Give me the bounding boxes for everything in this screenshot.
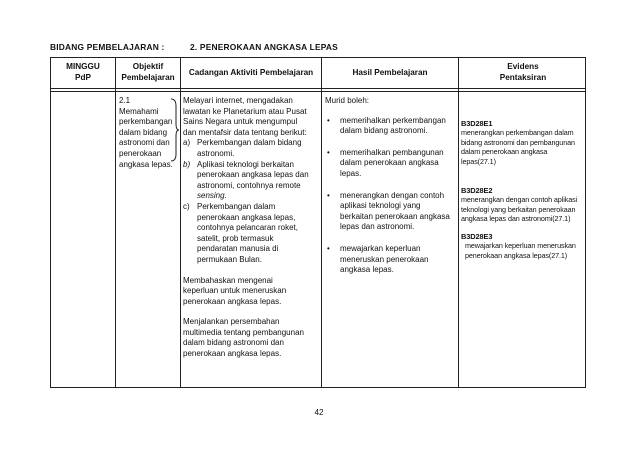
curriculum-table — [50, 57, 586, 388]
column-divider — [321, 58, 322, 387]
objective-line: astronomi dan — [119, 138, 170, 148]
learning-area-topic: 2. PENEROKAAN ANGKASA LEPAS — [190, 42, 338, 52]
activity-discuss-line: penerokaan angkasa lepas. — [183, 296, 282, 306]
activity-line: pendaratan manusia di — [197, 244, 279, 254]
objective-line: penerokaan — [119, 148, 162, 158]
header-week — [51, 61, 115, 83]
outcome-item — [325, 148, 457, 180]
header-outcomes: Hasil Pembelajaran — [352, 68, 428, 77]
evidence-line: penerokaan angkasa lepas(27.1) — [465, 250, 568, 260]
outcome-line: meneruskan penerokaan — [340, 254, 429, 264]
header-objective-line1: Objektif — [132, 62, 164, 71]
outcomes-cell — [325, 96, 457, 287]
activity-present-line: multimedia tentang pembangunan — [183, 327, 304, 337]
activity-line: penerokaan angkasa lepas dan — [197, 170, 309, 180]
header-evidence-line1: Evidens — [507, 62, 539, 71]
evidence-code: B3D28E3 — [461, 232, 493, 241]
activity-line: astronomi. — [197, 148, 235, 158]
evidence-line: angkasa lepas dan astronomi(27.1) — [461, 214, 571, 224]
bullet-icon: • — [327, 147, 330, 157]
header-objective — [116, 61, 180, 83]
header-pdp-label: PdP — [75, 73, 91, 82]
activity-line: Perkembangan dalam — [197, 201, 276, 211]
activities-cell — [183, 96, 321, 360]
evidence-code: B3D28E2 — [461, 186, 493, 195]
activity-list — [183, 138, 321, 265]
activity-line: Aplikasi teknologi berkaitan — [197, 159, 294, 169]
objective-line: 2.1 — [119, 96, 131, 105]
activity-line: satelit, prob termasuk — [197, 233, 274, 243]
outcomes-list — [325, 116, 457, 276]
evidence-line: bidang astronomi dan pembangunan — [461, 137, 575, 147]
outcomes-intro: Murid boleh: — [325, 96, 370, 105]
activity-present-line: penerokaan angkasa lepas. — [183, 349, 282, 359]
header-week-label: MINGGU — [66, 62, 100, 71]
column-divider — [115, 58, 116, 387]
activity-line: Perkembangan dalam bidang — [197, 138, 302, 148]
outcome-item — [325, 244, 457, 276]
outcome-line: dalam bidang astronomi. — [340, 126, 428, 136]
header-objective-line2: Pembelajaran — [121, 73, 175, 82]
evidence-cell-1 — [461, 119, 586, 166]
activity-line: astronomi, contohnya remote — [197, 180, 301, 190]
outcome-line: berkaitan penerokaan angkasa — [340, 211, 450, 221]
activity-letter: b) — [183, 159, 191, 169]
outcome-line: memerihalkan pembangunan — [340, 147, 444, 157]
activity-present-line: Menjalankan persembahan — [183, 317, 280, 327]
activity-item-a — [183, 138, 321, 159]
activity-discuss-line: keperluan untuk meneruskan — [183, 286, 287, 296]
activity-intro-line: dan mentafsir data tentang berikut: — [183, 127, 307, 137]
column-divider — [458, 58, 459, 387]
header-activities: Cadangan Aktiviti Pembelajaran — [188, 68, 314, 77]
evidence-code: B3D28E1 — [461, 119, 493, 128]
activity-line: contohnya pelancaran roket, — [197, 223, 298, 233]
objective-line: Memahami — [119, 106, 159, 116]
outcome-line: mewajarkan keperluan — [340, 243, 421, 253]
outcome-line: lepas. — [340, 168, 362, 178]
outcome-line: aplikasi teknologi yang — [340, 201, 421, 211]
activity-item-c — [183, 201, 321, 266]
activity-letter: c) — [183, 201, 190, 211]
bullet-icon: • — [327, 190, 330, 200]
objective-line: perkembangan — [119, 117, 173, 127]
evidence-line: mewajarkan keperluan meneruskan — [465, 241, 576, 251]
curly-brace-icon — [170, 98, 180, 162]
outcome-line: lepas dan astronomi. — [340, 222, 415, 232]
activity-letter: a) — [183, 138, 191, 148]
bullet-icon: • — [327, 115, 330, 125]
spacer — [183, 307, 321, 317]
header-divider — [51, 88, 585, 89]
outcome-item — [325, 116, 457, 137]
evidence-line: lepas(27.1) — [461, 156, 496, 166]
evidence-cell-2 — [461, 186, 586, 224]
activity-intro-line: Sains Negara untuk mengumpul — [183, 117, 298, 127]
header-evidence — [459, 61, 587, 83]
activity-present-line: dalam bidang astronomi dan — [183, 338, 284, 348]
outcome-line: menerangkan dengan contoh — [340, 190, 445, 200]
outcome-line: memerihalkan perkembangan — [340, 115, 446, 125]
evidence-line: menerangkan dengan contoh aplikasi — [461, 195, 578, 205]
activity-line: sensing. — [197, 191, 227, 201]
activity-line: penerokaan angkasa lepas, — [197, 212, 296, 222]
activity-intro-line: Melayari internet, mengadakan — [183, 96, 293, 105]
header-divider-double — [51, 91, 585, 92]
activity-item-b — [183, 159, 321, 202]
objective-line: dalam bidang — [119, 127, 168, 137]
outcome-line: dalam penerokaan angkasa — [340, 158, 439, 168]
outcome-line: angkasa lepas. — [340, 265, 394, 275]
evidence-line: dalam penerokaan angkasa — [461, 147, 548, 157]
column-divider — [180, 58, 181, 387]
evidence-cell-3 — [461, 232, 586, 260]
objective-line: angkasa lepas. — [119, 159, 173, 169]
spacer — [183, 266, 321, 276]
activity-intro-line: lawatan ke Planetarium atau Pusat — [183, 106, 307, 116]
activity-line: permukaan Bulan. — [197, 254, 262, 264]
outcome-item — [325, 191, 457, 233]
evidence-line: menerangkan perkembangan dalam — [461, 128, 574, 138]
page-number: 42 — [314, 408, 324, 417]
learning-area-label: BIDANG PEMBELAJARAN : — [50, 42, 165, 52]
bullet-icon: • — [327, 243, 330, 253]
evidence-line: teknologi yang berkaitan penerokaan — [461, 204, 576, 214]
activity-discuss-line: Membahaskan mengenai — [183, 275, 273, 285]
header-evidence-line2: Pentaksiran — [499, 73, 547, 82]
